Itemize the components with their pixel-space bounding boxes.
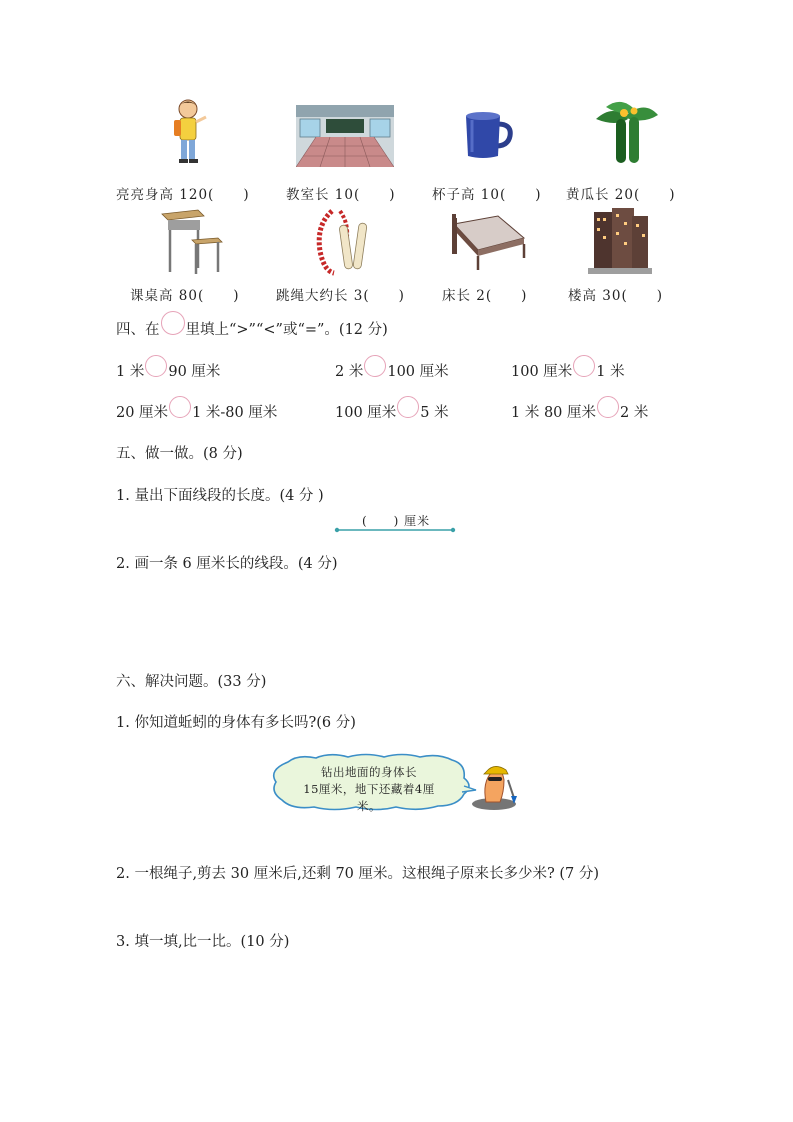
- section-4-heading: [116, 316, 388, 340]
- cucumber-icon: [586, 97, 666, 167]
- compare-right: 1 米-80 厘米: [192, 404, 278, 421]
- caption-cucumber: 黄瓜长 20( ): [566, 187, 676, 203]
- section-5-question-1: 1. 量出下面线段的长度。(4 分 ): [116, 488, 324, 504]
- answer-circle[interactable]: [364, 355, 386, 377]
- compare-right: 100 厘米: [387, 363, 449, 380]
- building-icon: [588, 206, 652, 274]
- answer-circle[interactable]: [169, 396, 191, 418]
- compare-left: 100 厘米: [335, 404, 397, 421]
- boy-icon: [150, 97, 230, 167]
- caption-bed: 床长 2( ): [442, 288, 528, 304]
- bubble-text: [294, 764, 444, 815]
- compare-item: [335, 359, 449, 381]
- compare-right: 5 米: [420, 404, 449, 421]
- caption-classroom: 教室长 10( ): [286, 187, 396, 203]
- answer-circle[interactable]: [397, 396, 419, 418]
- compare-left: 1 米: [116, 363, 145, 380]
- compare-item: [116, 359, 220, 381]
- compare-right: 90 厘米: [168, 363, 221, 380]
- desk-icon: [158, 206, 224, 276]
- bubble-line-1: 钻出地面的身体长: [321, 765, 417, 779]
- section-6-question-3: 3. 填一填,比一比。(10 分): [116, 934, 290, 950]
- earthworm-icon: [468, 758, 522, 812]
- bed-icon: [448, 210, 528, 272]
- section-6-question-1: 1. 你知道蚯蚓的身体有多长吗?(6 分): [116, 715, 356, 731]
- cup-icon: [458, 110, 514, 160]
- section-4-prefix: 四、在: [116, 321, 160, 338]
- compare-item: [335, 400, 449, 422]
- section-5-title: 五、做一做。(8 分): [116, 446, 243, 462]
- caption-cup: 杯子高 10( ): [432, 187, 542, 203]
- section-6-title: 六、解决问题。(33 分): [116, 674, 267, 690]
- jump-rope-icon: [310, 205, 380, 277]
- segment-length-label: ( ) 厘米: [362, 514, 431, 528]
- compare-left: 20 厘米: [116, 404, 169, 421]
- bubble-line-2: 15厘米，地下还藏着4厘米。: [303, 782, 435, 813]
- answer-circle[interactable]: [573, 355, 595, 377]
- section-5-question-2: 2. 画一条 6 厘米长的线段。(4 分): [116, 556, 338, 572]
- answer-circle[interactable]: [145, 355, 167, 377]
- section-4-suffix: 里填上“>”“<”或“=”。(12 分): [185, 321, 388, 338]
- compare-right: 2 米: [620, 404, 649, 421]
- compare-left: 2 米: [335, 363, 364, 380]
- caption-jump-rope: 跳绳大约长 3( ): [276, 288, 405, 304]
- classroom-icon: [296, 105, 394, 167]
- caption-desk: 课桌高 80( ): [130, 288, 240, 304]
- answer-circle[interactable]: [597, 396, 619, 418]
- section-6-question-2: 2. 一根绳子,剪去 30 厘米后,还剩 70 厘米。这根绳子原来长多少米? (7 分): [116, 866, 600, 882]
- compare-left: 1 米 80 厘米: [511, 404, 597, 421]
- compare-item: [511, 400, 648, 422]
- compare-item: [511, 359, 625, 381]
- caption-boy: 亮亮身高 120( ): [116, 187, 250, 203]
- compare-item: [116, 400, 277, 422]
- caption-building: 楼高 30( ): [568, 288, 664, 304]
- compare-left: 100 厘米: [511, 363, 573, 380]
- circle-icon: [161, 311, 185, 335]
- compare-right: 1 米: [596, 363, 625, 380]
